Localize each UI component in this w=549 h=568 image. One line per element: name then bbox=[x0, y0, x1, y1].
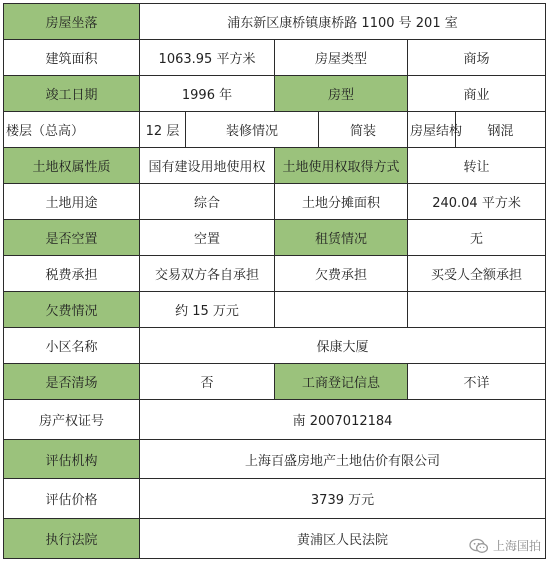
watermark-text: 上海国拍 bbox=[492, 539, 541, 553]
vacant-label: 是否空置 bbox=[4, 220, 140, 256]
row-court bbox=[4, 519, 546, 559]
community-value: 保康大厦 bbox=[140, 328, 546, 364]
layout-value: 商业 bbox=[408, 76, 546, 112]
empty-cell bbox=[275, 292, 408, 328]
wechat-icon bbox=[469, 538, 489, 554]
completion-value: 1996 年 bbox=[140, 76, 275, 112]
decoration-value: 简装 bbox=[319, 112, 408, 148]
row-cert bbox=[4, 400, 546, 440]
watermark bbox=[469, 537, 541, 554]
row-agency bbox=[4, 440, 546, 479]
arrears-bearer-value: 买受人全额承担 bbox=[408, 256, 546, 292]
structure-label: 房屋结构 bbox=[408, 112, 456, 148]
lease-value: 无 bbox=[408, 220, 546, 256]
decoration-label: 装修情况 bbox=[186, 112, 319, 148]
cleared-value: 否 bbox=[140, 364, 275, 400]
row-vacant bbox=[4, 220, 546, 256]
layout-label: 房型 bbox=[275, 76, 408, 112]
cert-label: 房产权证号 bbox=[4, 400, 140, 440]
land-acquire-value: 转让 bbox=[408, 148, 546, 184]
floor-value: 12 层 bbox=[140, 112, 186, 148]
property-info-table bbox=[3, 3, 546, 559]
row-area bbox=[4, 40, 546, 76]
house-type-label: 房屋类型 bbox=[275, 40, 408, 76]
community-label: 小区名称 bbox=[4, 328, 140, 364]
registration-label: 工商登记信息 bbox=[275, 364, 408, 400]
row-cleared bbox=[4, 364, 546, 400]
land-right-value: 国有建设用地使用权 bbox=[140, 148, 275, 184]
arrears-label: 欠费情况 bbox=[4, 292, 140, 328]
tax-value: 交易双方各自承担 bbox=[140, 256, 275, 292]
row-arrears bbox=[4, 292, 546, 328]
row-land-use bbox=[4, 184, 546, 220]
completion-label: 竣工日期 bbox=[4, 76, 140, 112]
location-label: 房屋坐落 bbox=[4, 4, 140, 40]
area-value: 1063.95 平方米 bbox=[140, 40, 275, 76]
row-completion bbox=[4, 76, 546, 112]
land-area-value: 240.04 平方米 bbox=[408, 184, 546, 220]
row-location bbox=[4, 4, 546, 40]
agency-value: 上海百盛房地产土地估价有限公司 bbox=[140, 440, 546, 479]
land-area-label: 土地分摊面积 bbox=[275, 184, 408, 220]
land-right-label: 土地权属性质 bbox=[4, 148, 140, 184]
area-label: 建筑面积 bbox=[4, 40, 140, 76]
land-use-value: 综合 bbox=[140, 184, 275, 220]
location-value: 浦东新区康桥镇康桥路 1100 号 201 室 bbox=[140, 4, 546, 40]
court-value: 黄浦区人民法院 bbox=[140, 519, 546, 559]
structure-value: 钢混 bbox=[456, 112, 546, 148]
house-type-value: 商场 bbox=[408, 40, 546, 76]
cleared-label: 是否清场 bbox=[4, 364, 140, 400]
arrears-value: 约 15 万元 bbox=[140, 292, 275, 328]
price-value: 3739 万元 bbox=[140, 479, 546, 519]
floor-label: 楼层（总高） bbox=[4, 112, 140, 148]
tax-label: 税费承担 bbox=[4, 256, 140, 292]
row-floor bbox=[4, 112, 546, 148]
row-price bbox=[4, 479, 546, 519]
price-label: 评估价格 bbox=[4, 479, 140, 519]
court-label: 执行法院 bbox=[4, 519, 140, 559]
vacant-value: 空置 bbox=[140, 220, 275, 256]
empty-cell bbox=[408, 292, 546, 328]
registration-value: 不详 bbox=[408, 364, 546, 400]
row-community bbox=[4, 328, 546, 364]
agency-label: 评估机构 bbox=[4, 440, 140, 479]
land-use-label: 土地用途 bbox=[4, 184, 140, 220]
row-tax bbox=[4, 256, 546, 292]
row-land-right bbox=[4, 148, 546, 184]
lease-label: 租赁情况 bbox=[275, 220, 408, 256]
arrears-bearer-label: 欠费承担 bbox=[275, 256, 408, 292]
cert-value: 南 2007012184 bbox=[140, 400, 546, 440]
land-acquire-label: 土地使用权取得方式 bbox=[275, 148, 408, 184]
